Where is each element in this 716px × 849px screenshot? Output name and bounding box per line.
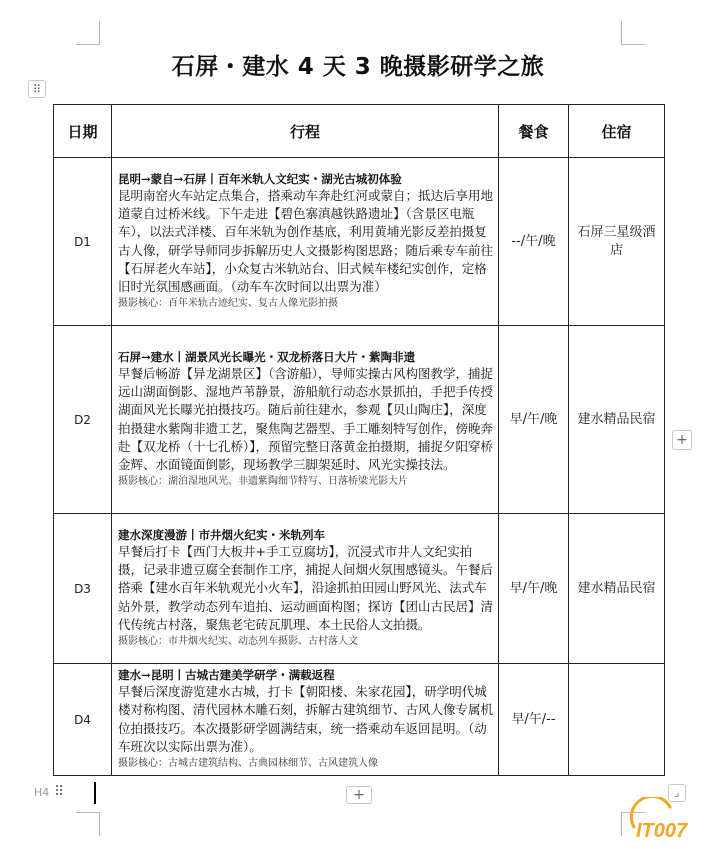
itinerary-headline: 建水→昆明丨古城古建美学研学・满载返程	[118, 667, 335, 682]
meals-cell[interactable]: 早/午/晚	[499, 514, 569, 664]
itinerary-headline: 昆明→蒙自→石屏丨百年米轨人文纪实・湖光古城初体验	[118, 171, 402, 186]
itinerary-core: 摄影核心：百年米轨古迹纪实、复古人像光影拍摄	[118, 298, 338, 310]
stay-cell[interactable]: 建水精品民宿	[569, 326, 665, 514]
table-row	[54, 158, 665, 326]
itinerary-core: 摄影核心：湖泊湿地风光、非遗紫陶细节特写、日落桥梁光影大片	[118, 476, 408, 488]
crop-mark	[99, 812, 100, 836]
meals-cell[interactable]: 早/午/--	[499, 664, 569, 776]
add-column-button[interactable]	[672, 430, 692, 450]
table-row	[54, 326, 665, 514]
stay-cell[interactable]: 石屏三星级酒店	[569, 158, 665, 326]
itinerary-cell[interactable]	[112, 158, 499, 326]
stay-cell[interactable]	[569, 664, 665, 776]
crop-mark	[76, 44, 100, 45]
header-stay: 住宿	[569, 105, 665, 158]
itinerary-headline: 建水深度漫游丨市井烟火纪实・米轨列车	[118, 527, 325, 542]
plus-icon: +	[353, 787, 365, 803]
table-row	[54, 664, 665, 776]
resize-corner-icon: ⌟	[674, 788, 680, 799]
crop-mark	[621, 812, 622, 836]
crop-mark	[99, 21, 100, 45]
itinerary-cell[interactable]	[112, 664, 499, 776]
itinerary-core: 摄影核心：市井烟火纪实、动态列车摄影、古村落人文	[118, 636, 358, 648]
itinerary-body: 早餐后打卡【西门大板井+手工豆腐坊】，沉浸式市井人文纪实拍摄，记录非遗豆腐全套制作工序，捕捉人间烟火氛围感镜头。午餐后搭乘【建水百年米轨观光小火车】，沿途抓拍田园山野风光、法式车站外景，教学动态列车追拍、运动画面构图；探访【团山古民居】清代传统古村落，聚焦老宅砖瓦肌理、本土民俗人文拍摄。	[118, 543, 494, 632]
stay-cell[interactable]: 建水精品民宿	[569, 514, 665, 664]
logo-text: IT007	[636, 820, 688, 842]
meals-cell[interactable]: --/午/晚	[499, 158, 569, 326]
day-cell[interactable]: D4	[54, 664, 112, 776]
itinerary-headline: 石屏→建水丨湖景风光长曝光・双龙桥落日大片・紫陶非遗	[118, 349, 416, 364]
add-row-button[interactable]	[346, 786, 372, 804]
watermark-logo	[626, 797, 710, 843]
header-itinerary: 行程	[112, 105, 499, 158]
table-header-row	[54, 105, 665, 158]
itinerary-cell[interactable]	[112, 514, 499, 664]
table-drag-handle[interactable]	[28, 80, 46, 98]
crop-mark	[621, 44, 645, 45]
drag-handle-icon: ⠿	[32, 83, 42, 96]
meals-cell[interactable]: 早/午/晚	[499, 326, 569, 514]
text-cursor	[94, 782, 96, 804]
day-cell[interactable]: D1	[54, 158, 112, 326]
itinerary-core: 摄影核心：古城古建筑结构、古典园林细节、古风建筑人像	[118, 758, 378, 770]
header-day: 日期	[54, 105, 112, 158]
line-drag-icon[interactable]: ⠿	[54, 784, 65, 800]
page-title: 石屏・建水 4 天 3 晚摄影研学之旅	[171, 54, 545, 80]
itinerary-cell[interactable]	[112, 326, 499, 514]
table-row	[54, 514, 665, 664]
heading-style-label[interactable]: H4	[34, 786, 50, 799]
plus-icon: +	[676, 432, 688, 448]
crop-mark	[621, 21, 622, 45]
day-cell[interactable]: D2	[54, 326, 112, 514]
itinerary-table	[53, 104, 665, 776]
itinerary-body: 早餐后畅游【异龙湖景区】（含游船），导师实操古风构图教学，捕捉远山湖面倒影、湿地芦苇静景，游船航行动态水景抓拍，手把手传授湖面风光长曝光拍摄技巧。随后前往建水，参观【贝山陶庄】，深度拍摄建水紫陶非遗工艺，聚焦陶艺器型、手工雕刻特写创作，傍晚奔赴【双龙桥（十七孔桥）】，预留完整日落黄金拍摄期，捕捉夕阳穿桥金辉、水面镜面倒影，现场教学三脚架延时、风光实操技法。	[118, 365, 494, 473]
itinerary-body: 早餐后深度游览建水古城，打卡【朝阳楼、朱家花园】，研学明代城楼对称构图、清代园林木雕石刻，拆解古建筑细节、古风人像专属机位拍摄技巧。本次摄影研学圆满结束，统一搭乘动车返回昆明。（动车班次以实际出票为准）。	[118, 683, 494, 754]
header-meals: 餐食	[499, 105, 569, 158]
itinerary-body: 昆明南窑火车站定点集合，搭乘动车奔赴红河或蒙自；抵达后享用地道蒙自过桥米线。下午走进【碧色寨滇越铁路遗址】（含景区电瓶车），以法式洋楼、百年米轨为创作基底，利用黄埔光影反差拍摄复古人像，研学导师同步拆解历史人文摄影构图思路；随后乘专车前往【石屏老火车站】，小众复古米轨站台、旧式候车楼纪实创作，定格旧时光氛围感画面。（动车车次时间以出票为准）	[118, 187, 494, 295]
day-cell[interactable]: D3	[54, 514, 112, 664]
crop-mark	[76, 812, 100, 813]
